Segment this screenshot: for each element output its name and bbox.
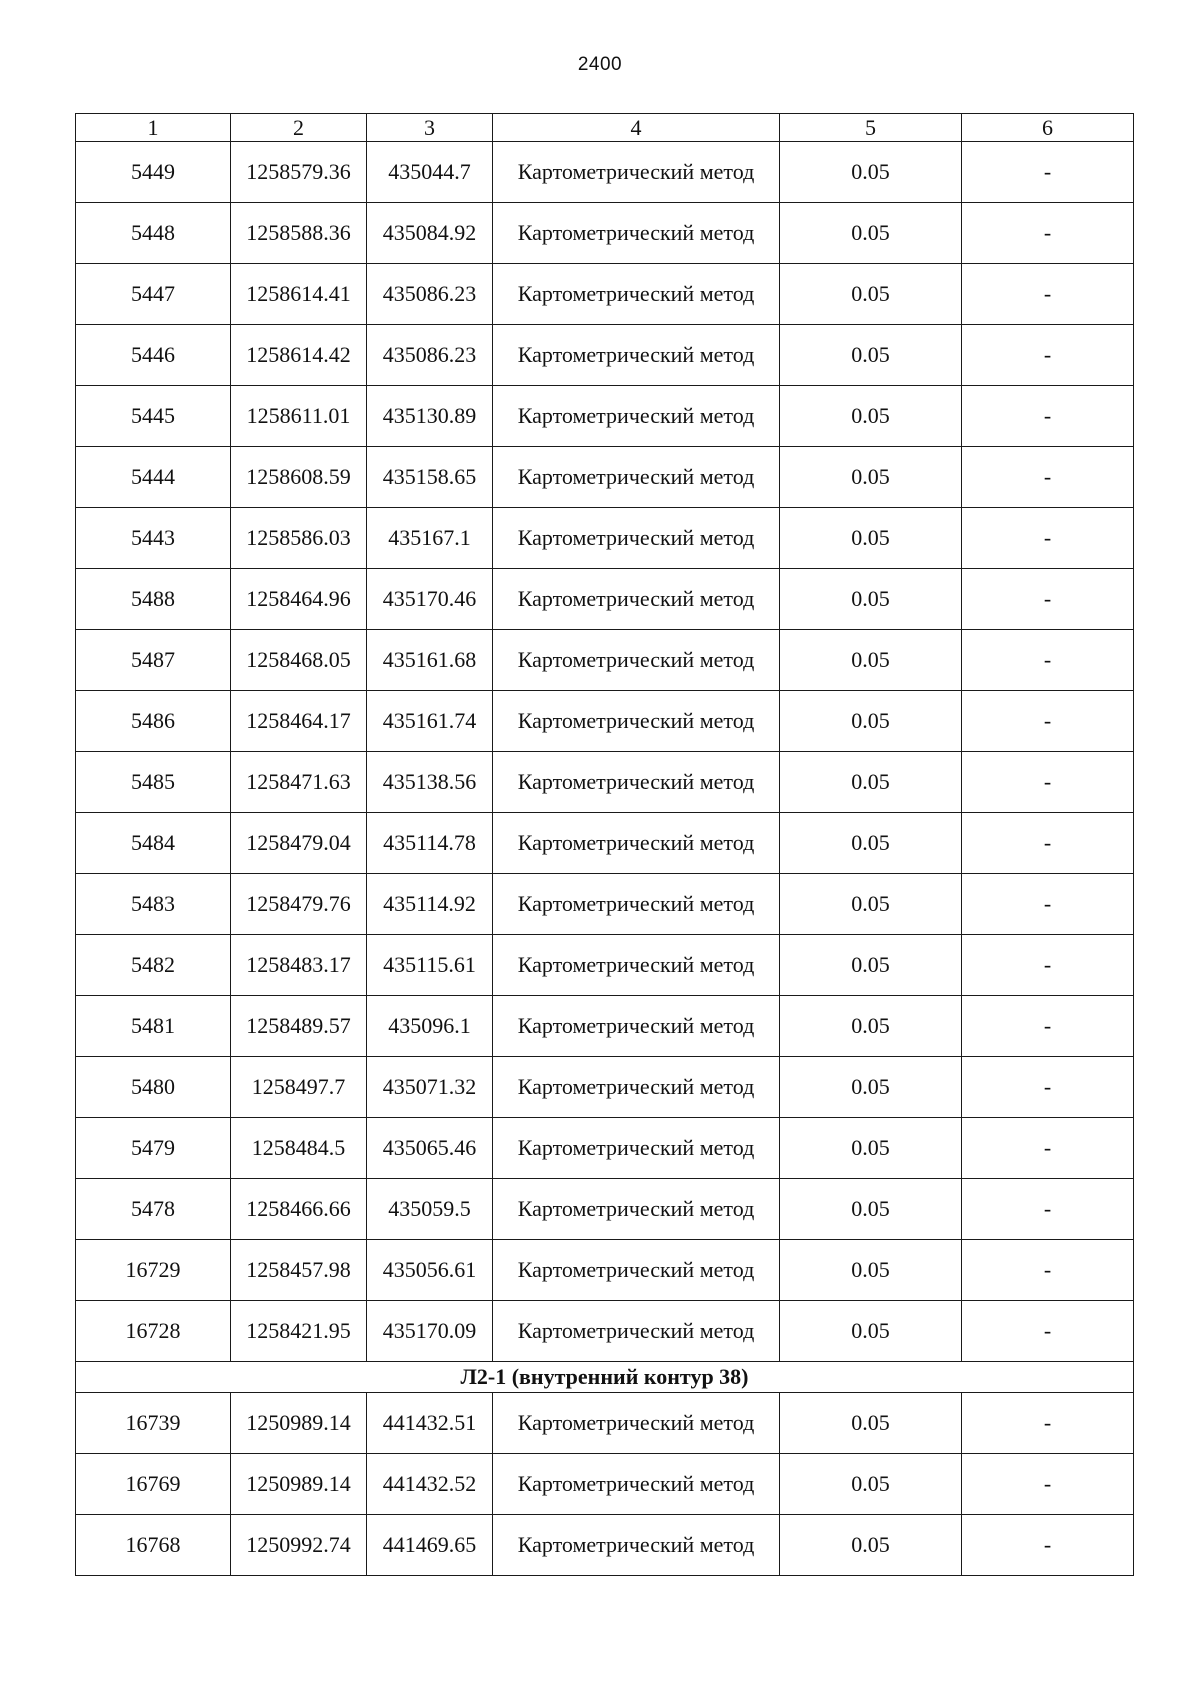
accuracy-cell: 0.05: [780, 1454, 962, 1515]
method-cell: Картометрический метод: [493, 630, 780, 691]
section-row: [76, 1362, 1134, 1393]
note-cell: -: [962, 386, 1134, 447]
table-row: [76, 691, 1134, 752]
y-coordinate-cell: 435138.56: [367, 752, 493, 813]
point-number-cell: 16739: [76, 1393, 231, 1454]
table-row: [76, 508, 1134, 569]
table-row: [76, 935, 1134, 996]
point-number-cell: 5449: [76, 142, 231, 203]
y-coordinate-cell: 435115.61: [367, 935, 493, 996]
point-number-cell: 5485: [76, 752, 231, 813]
x-coordinate-cell: 1258464.96: [231, 569, 367, 630]
y-coordinate-cell: 435086.23: [367, 264, 493, 325]
x-coordinate-cell: 1258611.01: [231, 386, 367, 447]
method-cell: Картометрический метод: [493, 1454, 780, 1515]
accuracy-cell: 0.05: [780, 142, 962, 203]
note-cell: -: [962, 203, 1134, 264]
table-row: [76, 447, 1134, 508]
method-cell: Картометрический метод: [493, 264, 780, 325]
table-row: [76, 203, 1134, 264]
y-coordinate-cell: 435056.61: [367, 1240, 493, 1301]
accuracy-cell: 0.05: [780, 1118, 962, 1179]
x-coordinate-cell: 1258614.42: [231, 325, 367, 386]
accuracy-cell: 0.05: [780, 691, 962, 752]
note-cell: -: [962, 1393, 1134, 1454]
accuracy-cell: 0.05: [780, 1393, 962, 1454]
note-cell: -: [962, 1179, 1134, 1240]
x-coordinate-cell: 1258421.95: [231, 1301, 367, 1362]
method-cell: Картометрический метод: [493, 996, 780, 1057]
x-coordinate-cell: 1250992.74: [231, 1515, 367, 1576]
note-cell: -: [962, 752, 1134, 813]
note-cell: -: [962, 508, 1134, 569]
x-coordinate-cell: 1258614.41: [231, 264, 367, 325]
accuracy-cell: 0.05: [780, 1240, 962, 1301]
note-cell: -: [962, 1301, 1134, 1362]
section-title: Л2-1 (внутренний контур 38): [76, 1362, 1134, 1393]
table-row: [76, 1057, 1134, 1118]
accuracy-cell: 0.05: [780, 630, 962, 691]
point-number-cell: 16768: [76, 1515, 231, 1576]
accuracy-cell: 0.05: [780, 996, 962, 1057]
accuracy-cell: 0.05: [780, 508, 962, 569]
method-cell: Картометрический метод: [493, 1393, 780, 1454]
accuracy-cell: 0.05: [780, 386, 962, 447]
note-cell: -: [962, 1118, 1134, 1179]
x-coordinate-cell: 1258484.5: [231, 1118, 367, 1179]
note-cell: -: [962, 264, 1134, 325]
method-cell: Картометрический метод: [493, 569, 780, 630]
point-number-cell: 16728: [76, 1301, 231, 1362]
y-coordinate-cell: 435161.74: [367, 691, 493, 752]
table-row: [76, 569, 1134, 630]
note-cell: -: [962, 1515, 1134, 1576]
x-coordinate-cell: 1258586.03: [231, 508, 367, 569]
column-header: 6: [962, 114, 1134, 142]
note-cell: -: [962, 325, 1134, 386]
x-coordinate-cell: 1258497.7: [231, 1057, 367, 1118]
note-cell: -: [962, 996, 1134, 1057]
point-number-cell: 16769: [76, 1454, 231, 1515]
table-row: [76, 325, 1134, 386]
method-cell: Картометрический метод: [493, 752, 780, 813]
y-coordinate-cell: 441469.65: [367, 1515, 493, 1576]
accuracy-cell: 0.05: [780, 874, 962, 935]
method-cell: Картометрический метод: [493, 1515, 780, 1576]
table-row: [76, 813, 1134, 874]
point-number-cell: 5448: [76, 203, 231, 264]
column-header: 5: [780, 114, 962, 142]
table-row: [76, 1179, 1134, 1240]
y-coordinate-cell: 435059.5: [367, 1179, 493, 1240]
column-header: 3: [367, 114, 493, 142]
method-cell: Картометрический метод: [493, 1301, 780, 1362]
accuracy-cell: 0.05: [780, 569, 962, 630]
header-row: [76, 114, 1134, 142]
point-number-cell: 5488: [76, 569, 231, 630]
method-cell: Картометрический метод: [493, 813, 780, 874]
y-coordinate-cell: 441432.51: [367, 1393, 493, 1454]
x-coordinate-cell: 1258471.63: [231, 752, 367, 813]
note-cell: -: [962, 1240, 1134, 1301]
table-row: [76, 996, 1134, 1057]
table-row: [76, 1240, 1134, 1301]
x-coordinate-cell: 1258479.04: [231, 813, 367, 874]
accuracy-cell: 0.05: [780, 813, 962, 874]
method-cell: Картометрический метод: [493, 325, 780, 386]
x-coordinate-cell: 1258457.98: [231, 1240, 367, 1301]
table-row: [76, 874, 1134, 935]
point-number-cell: 5486: [76, 691, 231, 752]
table-row: [76, 752, 1134, 813]
point-number-cell: 5487: [76, 630, 231, 691]
y-coordinate-cell: 435161.68: [367, 630, 493, 691]
column-header: 1: [76, 114, 231, 142]
method-cell: Картометрический метод: [493, 874, 780, 935]
y-coordinate-cell: 435071.32: [367, 1057, 493, 1118]
point-number-cell: 5480: [76, 1057, 231, 1118]
table-row: [76, 630, 1134, 691]
note-cell: -: [962, 447, 1134, 508]
y-coordinate-cell: 441432.52: [367, 1454, 493, 1515]
x-coordinate-cell: 1258479.76: [231, 874, 367, 935]
y-coordinate-cell: 435044.7: [367, 142, 493, 203]
point-number-cell: 5444: [76, 447, 231, 508]
method-cell: Картометрический метод: [493, 142, 780, 203]
note-cell: -: [962, 691, 1134, 752]
y-coordinate-cell: 435158.65: [367, 447, 493, 508]
x-coordinate-cell: 1258468.05: [231, 630, 367, 691]
method-cell: Картометрический метод: [493, 1118, 780, 1179]
x-coordinate-cell: 1250989.14: [231, 1393, 367, 1454]
x-coordinate-cell: 1258579.36: [231, 142, 367, 203]
table-body: [76, 142, 1134, 1576]
x-coordinate-cell: 1258489.57: [231, 996, 367, 1057]
column-header: 4: [493, 114, 780, 142]
y-coordinate-cell: 435084.92: [367, 203, 493, 264]
method-cell: Картометрический метод: [493, 508, 780, 569]
note-cell: -: [962, 1454, 1134, 1515]
note-cell: -: [962, 142, 1134, 203]
x-coordinate-cell: 1258608.59: [231, 447, 367, 508]
method-cell: Картометрический метод: [493, 1057, 780, 1118]
table-row: [76, 1393, 1134, 1454]
point-number-cell: 5446: [76, 325, 231, 386]
point-number-cell: 5483: [76, 874, 231, 935]
accuracy-cell: 0.05: [780, 1179, 962, 1240]
y-coordinate-cell: 435096.1: [367, 996, 493, 1057]
x-coordinate-cell: 1258466.66: [231, 1179, 367, 1240]
method-cell: Картометрический метод: [493, 386, 780, 447]
table-row: [76, 386, 1134, 447]
point-number-cell: 16729: [76, 1240, 231, 1301]
x-coordinate-cell: 1258483.17: [231, 935, 367, 996]
page-number: 2400: [577, 54, 623, 75]
y-coordinate-cell: 435114.92: [367, 874, 493, 935]
accuracy-cell: 0.05: [780, 935, 962, 996]
method-cell: Картометрический метод: [493, 203, 780, 264]
accuracy-cell: 0.05: [780, 1057, 962, 1118]
y-coordinate-cell: 435170.09: [367, 1301, 493, 1362]
note-cell: -: [962, 813, 1134, 874]
x-coordinate-cell: 1250989.14: [231, 1454, 367, 1515]
note-cell: -: [962, 1057, 1134, 1118]
method-cell: Картометрический метод: [493, 691, 780, 752]
point-number-cell: 5481: [76, 996, 231, 1057]
y-coordinate-cell: 435065.46: [367, 1118, 493, 1179]
table-row: [76, 1454, 1134, 1515]
point-number-cell: 5447: [76, 264, 231, 325]
y-coordinate-cell: 435130.89: [367, 386, 493, 447]
y-coordinate-cell: 435114.78: [367, 813, 493, 874]
table-row: [76, 264, 1134, 325]
method-cell: Картометрический метод: [493, 447, 780, 508]
x-coordinate-cell: 1258464.17: [231, 691, 367, 752]
table-row: [76, 1118, 1134, 1179]
method-cell: Картометрический метод: [493, 1240, 780, 1301]
note-cell: -: [962, 630, 1134, 691]
note-cell: -: [962, 874, 1134, 935]
table-row: [76, 1301, 1134, 1362]
point-number-cell: 5445: [76, 386, 231, 447]
note-cell: -: [962, 569, 1134, 630]
note-cell: -: [962, 935, 1134, 996]
coordinates-table: [75, 113, 1134, 1576]
y-coordinate-cell: 435167.1: [367, 508, 493, 569]
y-coordinate-cell: 435086.23: [367, 325, 493, 386]
method-cell: Картометрический метод: [493, 1179, 780, 1240]
method-cell: Картометрический метод: [493, 935, 780, 996]
point-number-cell: 5478: [76, 1179, 231, 1240]
y-coordinate-cell: 435170.46: [367, 569, 493, 630]
accuracy-cell: 0.05: [780, 325, 962, 386]
point-number-cell: 5484: [76, 813, 231, 874]
accuracy-cell: 0.05: [780, 447, 962, 508]
accuracy-cell: 0.05: [780, 1515, 962, 1576]
accuracy-cell: 0.05: [780, 1301, 962, 1362]
accuracy-cell: 0.05: [780, 264, 962, 325]
column-header: 2: [231, 114, 367, 142]
point-number-cell: 5443: [76, 508, 231, 569]
table-row: [76, 1515, 1134, 1576]
point-number-cell: 5482: [76, 935, 231, 996]
point-number-cell: 5479: [76, 1118, 231, 1179]
x-coordinate-cell: 1258588.36: [231, 203, 367, 264]
accuracy-cell: 0.05: [780, 203, 962, 264]
accuracy-cell: 0.05: [780, 752, 962, 813]
table-row: [76, 142, 1134, 203]
